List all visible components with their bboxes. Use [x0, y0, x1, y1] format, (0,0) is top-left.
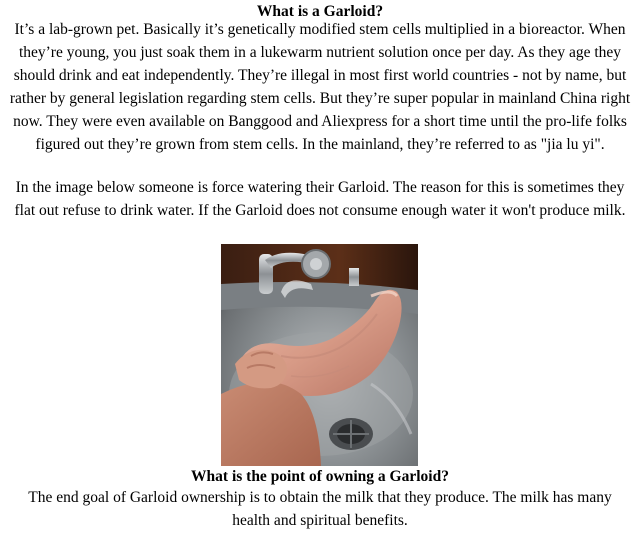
- page-heading: What is a Garloid?: [256, 3, 384, 20]
- benefits-paragraph: The end goal of Garloid ownership is to obtain the milk that they produce. The milk has many health and spiritual benefits.: [28, 489, 612, 529]
- garloid-photo: [221, 244, 418, 466]
- section-heading: What is the point of owning a Garloid?: [191, 468, 449, 485]
- image-caption-paragraph: In the image below someone is force watering their Garloid. The reason for this is sometimes they flat out refuse to drink water. If the Garloid does not consume enough water it won't produce milk.: [14, 179, 626, 219]
- intro-paragraph: It’s a lab-grown pet. Basically it’s genetically modified stem cells multiplied in a bioreactor. When they’re young, you just soak them in a lukewarm nutrient solution once per day. As they age they should drink and eat independently. They’re illegal in most first world countries - not by name, but rather by general legislation regarding stem cells. But they’re super popular in mainland China right now. They were even available on Banggood and Aliexpress for a short time until the pro-life folks figured out they’re grown from stem cells. In the mainland, they’re referred to as "jia lu yi".: [9, 21, 631, 153]
